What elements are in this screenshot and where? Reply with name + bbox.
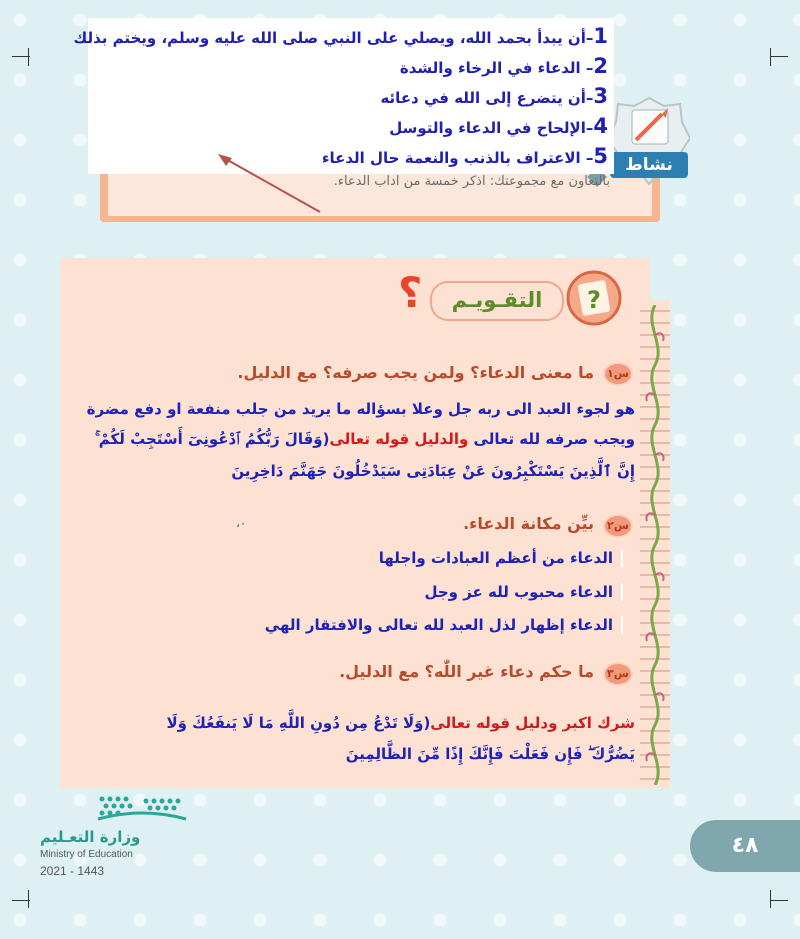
activity-answer-line: 3–أن يتضرع إلى الله في دعائه: [380, 84, 608, 108]
activity-answer-line: 1–أن يبدأ بحمد الله، ويصلي على النبي صلى الله عليه وسلم، ويختم بذلك: [73, 24, 608, 48]
question-badge: س٢: [603, 514, 633, 538]
question-text: ما حكم دعاء غير اللّٰه؟ مع الدليل.: [339, 662, 594, 681]
activity-answer-box: [73, 18, 614, 174]
activity-answer-line: 2– الدعاء في الرخاء والشدة: [399, 54, 608, 78]
ministry-name-arabic: وزارة التعـليم: [40, 828, 141, 846]
nashat-label: نشاط: [610, 152, 688, 178]
svg-text:?: ?: [587, 286, 601, 314]
answer-line: إِنَّ ٱلَّذِينَ يَسْتَكْبِرُونَ عَنْ عِبَادَتِى سَيَدْخُلُونَ جَهَنَّمَ دَاخِرِينَ: [231, 462, 635, 480]
question-text: ما معنى الدعاء؟ ولمن يجب صرفه؟ مع الدليل.: [237, 363, 594, 382]
activity-prompt: بالتعاون مع مجموعتك: اذكر خمسة من اداب الدعاء.: [333, 174, 610, 189]
evaluation-question-mark: ؟: [398, 268, 423, 317]
activity-answer-line: 4–الإلحاح في الدعاء والتوسل: [389, 114, 608, 138]
answer-line: ويجب صرفه لله تعالى والدليل قوله تعالى(وَقَالَ رَبُّكُمُ ٱدْعُونِىٓ أَسْتَجِبْ لَكُمْ ۚ: [95, 430, 635, 448]
crop-mark: [28, 48, 29, 66]
ministry-name-english: Ministry of Education: [40, 849, 133, 860]
answer-line: شرك اكبر ودليل قوله تعالى(وَلَا تَدْعُ مِن دُونِ اللَّهِ مَا لَا يَنفَعُكَ وَلَا: [166, 714, 635, 732]
evaluation-icon: [566, 270, 622, 326]
answer-list-item: الدعاء إظهار لذل العبد لله تعالى والافتقار الهي: [265, 616, 623, 634]
question-text: بيِّن مكانة الدعاء.: [463, 514, 594, 533]
edition-year: 2021 - 1443: [40, 864, 105, 878]
question-badge: س٣: [603, 662, 633, 686]
crop-mark: [12, 56, 30, 57]
annotation-arrow-icon: [210, 150, 330, 220]
question-badge: س١: [603, 362, 633, 386]
answer-list-item: الدعاء محبوب لله عز وجل: [424, 583, 623, 601]
ministry-logo-icon: [96, 793, 188, 823]
answer-list-item: الدعاء من أعظم العبادات واجلها: [379, 549, 623, 567]
stray-mark: ٠،: [236, 516, 247, 530]
vine-ornament-icon: [642, 305, 668, 785]
crop-mark: [770, 48, 771, 66]
activity-answer-line: 5– الاعتراف بالذنب والنعمة حال الدعاء: [321, 144, 608, 168]
crop-mark: [770, 890, 771, 908]
answer-line: هو لجوء العبد الى ربه جل وعلا بسؤاله ما يريد من جلب منفعة او دفع مضرة: [86, 400, 635, 418]
answer-line: يَضُرُّكَ ۖ فَإِن فَعَلْتَ فَإِنَّكَ إِذًا مِّنَ الظَّالِمِينَ: [345, 745, 635, 763]
evaluation-title: التقـويـم: [430, 281, 564, 321]
crop-mark: [12, 900, 30, 901]
crop-mark: [28, 890, 29, 908]
crop-mark: [770, 56, 788, 57]
crop-mark: [770, 900, 788, 901]
page-number: ٤٨: [690, 820, 800, 872]
